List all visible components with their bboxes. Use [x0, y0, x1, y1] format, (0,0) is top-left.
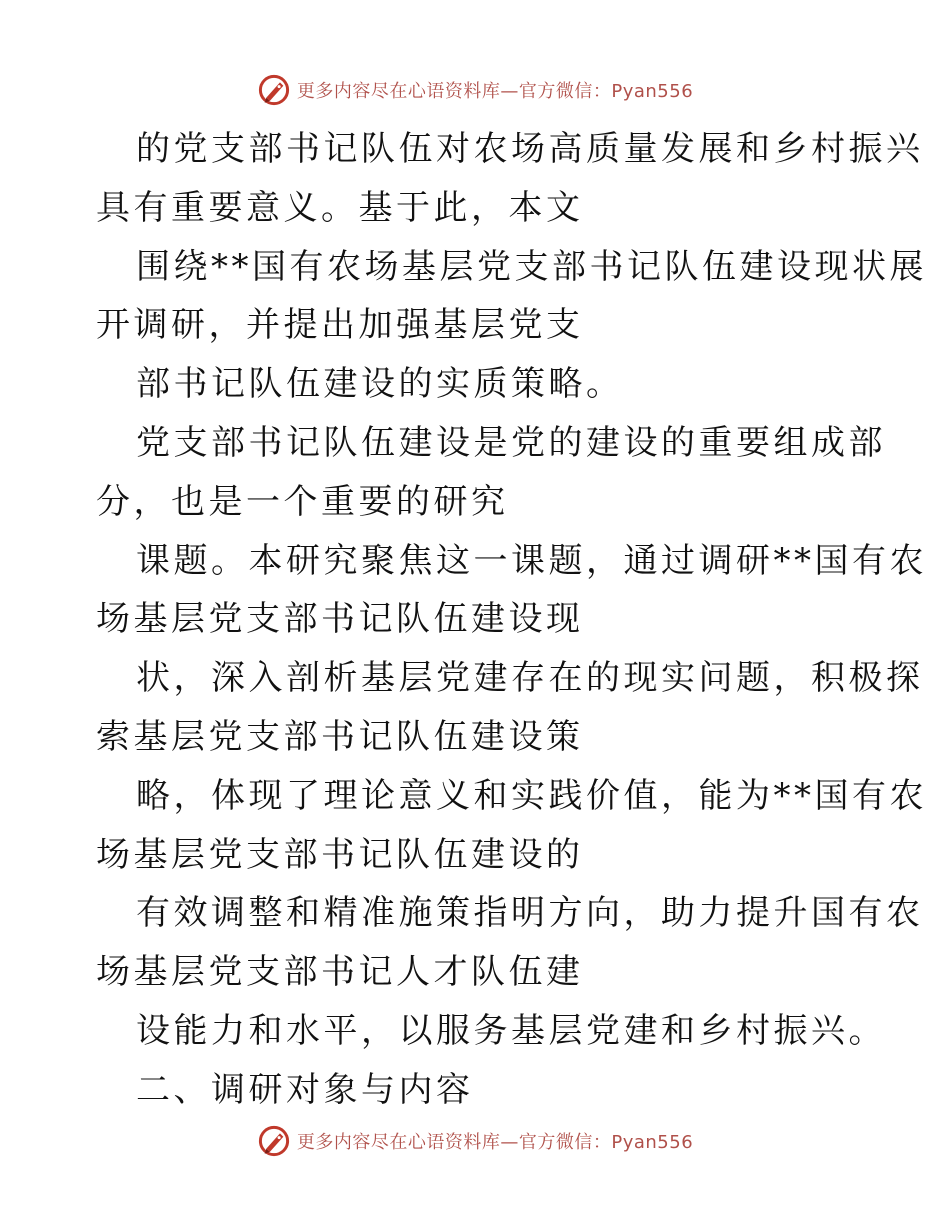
text-line: 场基层党支部书记队伍建设现 [96, 599, 584, 640]
text-line: 设能力和水平，以服务基层党建和乡村振兴。 [136, 1010, 886, 1051]
text-line: 部书记队伍建设的实质策略。 [136, 364, 624, 405]
watermark-text: 更多内容尽在心语资料库—官方微信：Pyan556 [296, 1132, 694, 1153]
text-line: 状，深入剖析基层党建存在的现实问题，积极探 [136, 658, 924, 699]
pen-logo-icon [257, 1124, 291, 1158]
pen-logo-icon [257, 73, 291, 107]
text-line: 分，也是一个重要的研究 [96, 481, 509, 522]
footer-watermark [0, 1121, 950, 1161]
text-line: 围绕**国有农场基层党支部书记队伍建设现状展 [136, 246, 927, 287]
text-line: 场基层党支部书记队伍建设的 [96, 834, 584, 875]
watermark-text: 更多内容尽在心语资料库—官方微信：Pyan556 [296, 81, 694, 102]
text-line: 具有重要意义。基于此，本文 [96, 187, 584, 228]
text-line: 课题。本研究聚焦这一课题，通过调研**国有农 [136, 540, 927, 581]
text-line: 索基层党支部书记队伍建设策 [96, 716, 584, 757]
section-heading: 二、调研对象与内容 [136, 1069, 474, 1110]
text-line: 有效调整和精准施策指明方向，助力提升国有农 [136, 893, 924, 934]
text-line: 的党支部书记队伍对农场高质量发展和乡村振兴 [136, 129, 924, 169]
text-line: 开调研，并提出加强基层党支 [96, 305, 584, 346]
document-body [96, 120, 927, 1120]
header-watermark [0, 70, 950, 110]
text-line: 场基层党支部书记人才队伍建 [96, 952, 584, 993]
text-line: 略，体现了理论意义和实践价值，能为**国有农 [136, 775, 927, 816]
text-line: 党支部书记队伍建设是党的建设的重要组成部 [136, 422, 886, 463]
